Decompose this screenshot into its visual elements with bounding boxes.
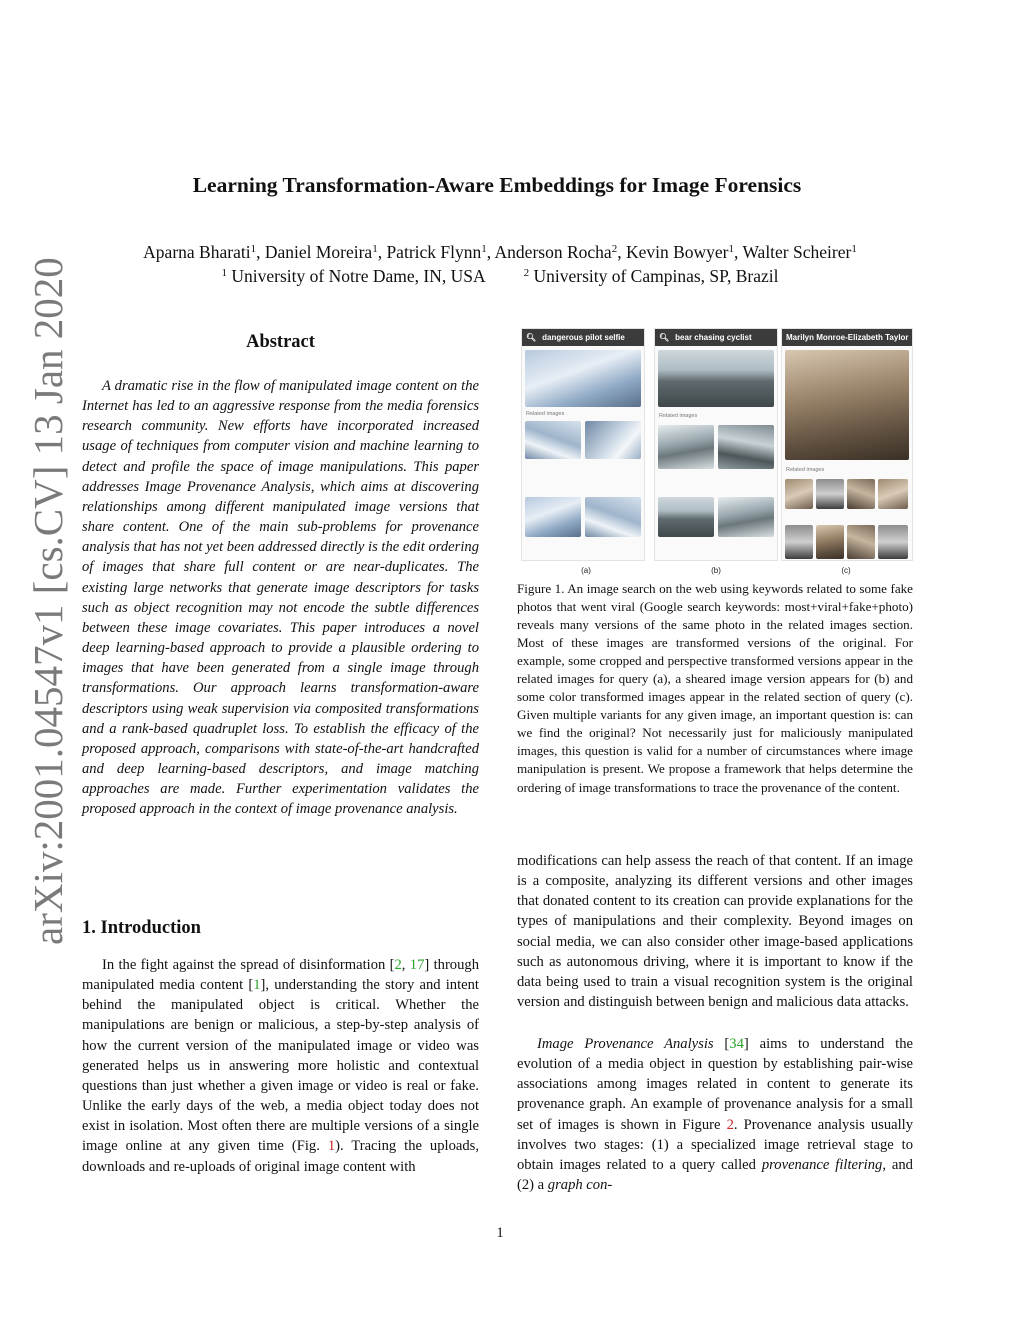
related-images-label: Related images [526, 411, 565, 417]
figure-caption: Figure 1. An image search on the web using keywords related to some fake photos that went viral (Google search keywords: most+viral+fake+photo) reveals many versions of the same photo in the related images section. Most of these images are transformed versions of the original. For example, some cropped and perspective transformed versions appear in the related images for query (a), a sheared image version appears for (b) and some color transformed images appear in the related section of query (c). Given multiple variants for any given image, an important question is: can we find the original? Not necessarily just for maliciously manipulated images, this question is valid for a number of circumstances where image manipulation is present. We propose a framework that helps determine the ordering of image transformations to trace the provenance of the content. [517, 581, 913, 795]
search-icon: 🔍︎ [659, 333, 670, 342]
related-thumbnail [847, 479, 875, 509]
author-name: Daniel Moreira [264, 242, 373, 262]
arxiv-identifier: arXiv:2001.04547v1 [cs.CV] 13 Jan 2020 [25, 257, 71, 945]
panel-label-a: (a) [581, 566, 591, 575]
author-name: Aparna Bharati [143, 242, 251, 262]
related-thumbnail [816, 479, 844, 509]
panel-label-c: (c) [841, 566, 851, 575]
affiliation-list [80, 264, 920, 288]
emphasized-term: Image Provenance Analysis [537, 1036, 714, 1052]
citation-link[interactable]: 34 [729, 1036, 744, 1052]
text-run: [ [713, 1036, 730, 1052]
author-name: Kevin Bowyer [625, 242, 729, 262]
affiliation-mark: 1 [481, 243, 487, 255]
figure-1 [521, 328, 913, 578]
text-run: ). Tracing the uploads, downloads and re-uploads of original image content with [82, 1138, 479, 1175]
citation-link[interactable]: 1 [253, 977, 261, 994]
page-number: 1 [496, 1225, 504, 1241]
text-run: , [401, 957, 410, 973]
affiliation-number: 1 [221, 267, 228, 279]
related-thumbnail [816, 525, 844, 559]
related-thumbnail [525, 497, 581, 537]
related-thumbnail [585, 421, 641, 459]
affiliation-mark: 1 [851, 243, 857, 255]
search-bar [655, 329, 777, 346]
affiliation-mark: 1 [250, 243, 257, 255]
related-thumbnail [718, 497, 774, 537]
affiliation-mark: 1 [372, 243, 378, 255]
affiliation-number: 2 [523, 267, 530, 279]
author-list: Aparna Bharati$^1$, Daniel Moreira$^1$, Patrick Flynn$^1$, Anderson Rocha$^2$, Kevin Bowyer$^1$, Walter Scheirer$^1$ [143, 242, 857, 262]
related-thumbnail [658, 497, 714, 537]
section-heading-introduction: 1. Introduction [82, 918, 201, 938]
affiliation-name: University of Campinas, SP, Brazil [533, 266, 779, 286]
text-run: . Provenance analysis usually involves two stages: (1) a specialized image retrieval stage to obtain images related to a query called [517, 1116, 913, 1173]
author-name: Anderson Rocha [494, 242, 612, 262]
panel-label-b: (b) [711, 566, 721, 575]
related-thumbnail [785, 479, 813, 509]
citation-link[interactable]: 17 [409, 957, 425, 973]
search-bar [522, 329, 644, 346]
search-icon: 🔍︎ [526, 333, 537, 342]
search-panel-a [521, 328, 645, 561]
search-query: bear chasing cyclist [675, 333, 752, 342]
related-images-label: Related images [659, 413, 698, 419]
related-thumbnail [878, 525, 908, 559]
introduction-paragraph [82, 955, 479, 1177]
result-image [525, 350, 641, 407]
search-panel-c [781, 328, 913, 561]
related-thumbnail [718, 425, 774, 469]
citation-link[interactable]: 2 [394, 957, 402, 973]
result-image [785, 350, 909, 460]
related-thumbnail [658, 425, 714, 469]
author-block [80, 240, 920, 288]
text-run: ] through manipulated media content [ [82, 957, 479, 994]
search-panel-b [654, 328, 778, 561]
author-name: Walter Scheirer [742, 242, 852, 262]
paper-title: Learning Transformation-Aware Embeddings for Image Forensics [192, 173, 802, 197]
related-thumbnail [847, 525, 875, 559]
body-paragraph [517, 1034, 913, 1195]
emphasized-term: provenance filtering [761, 1156, 883, 1173]
related-thumbnail [878, 479, 908, 509]
figure-reference-link[interactable]: 2 [726, 1116, 734, 1133]
related-thumbnail [785, 525, 813, 559]
affiliation-mark: 1 [728, 243, 734, 255]
related-thumbnail [585, 497, 641, 537]
body-paragraph: modifications can help assess the reach of that content. If an image is a composite, analyzing its different versions and other images that donated content to its creation can provide explanations for the types of manipulations and their complexity. Beyond images on social media, we can also consider other image-based applications such as autonomous driving, where it is important to know if the data being used to train a visual recognition system is the original version and distinguish between benign and malicious data attacks. [517, 853, 913, 1011]
related-thumbnail [525, 421, 581, 459]
search-bar [782, 329, 912, 346]
affiliation-name: University of Notre Dame, IN, USA [231, 266, 486, 286]
result-image [658, 350, 774, 407]
search-query: dangerous pilot selfie [542, 333, 625, 342]
text-run: , and (2) a [517, 1156, 913, 1194]
emphasized-term: graph con- [547, 1177, 613, 1194]
affiliation-mark: 2 [611, 243, 618, 255]
text-run: ], understanding the story and intent behind the manipulated object is critical. Whether the manipulations are benign or malicious, a step-by-step analysis of how the current version of the manipulated image or video was generated helps us in answering more holistic and contextual questions than just whether a given image or video is real or fake. Unlike the early days of the web, a media object today does not exist in isolation. Most often there are multiple versions of a single image online at any given time (Fig. [82, 977, 479, 1155]
text-run: In the fight against the spread of disinformation [ [102, 957, 395, 973]
related-images-label: Related images [786, 467, 825, 473]
author-name: Patrick Flynn [386, 242, 482, 262]
search-query: Marilyn Monroe-Elizabeth Taylor [786, 333, 909, 342]
figure-reference-link[interactable]: 1 [327, 1138, 336, 1155]
text-run: ] aims to understand the evolution of a media object in question by establishing pair-wise associations among images related in content to generate its provenance graph. An example of provenance analysis for a small set of images is shown in Figure [517, 1036, 914, 1133]
abstract-heading: Abstract [246, 332, 315, 352]
abstract-text: A dramatic rise in the flow of manipulated image content on the Internet has led to an aggressive response from the media forensics research community. New efforts have incorporated increased usage of techniques from computer vision and machine learning to detect and profile the space of image manipulations. This paper addresses Image Provenance Analysis, which aims at discovering relationships among different manipulated image versions that share content. One of the main sub-problems for provenance analysis that has not yet been addressed directly is the edit ordering of images that share full content or are near-duplicates. The existing large networks that generate image descriptors for tasks such as object recognition may not encode the subtle differences between these image covariates. This paper introduces a novel deep learning-based approach to provide a plausible ordering to images that have been generated from a single image through transformations. Our approach learns transformation-aware descriptors using weak supervision via composited transformations and a rank-based quadruplet loss. To establish the efficacy of the proposed approach, comparisons with state-of-the-art handcrafted and deep learning-based descriptors, and image matching approaches are made. Further experimentation validates the proposed approach in the context of image provenance analysis. [82, 378, 479, 818]
